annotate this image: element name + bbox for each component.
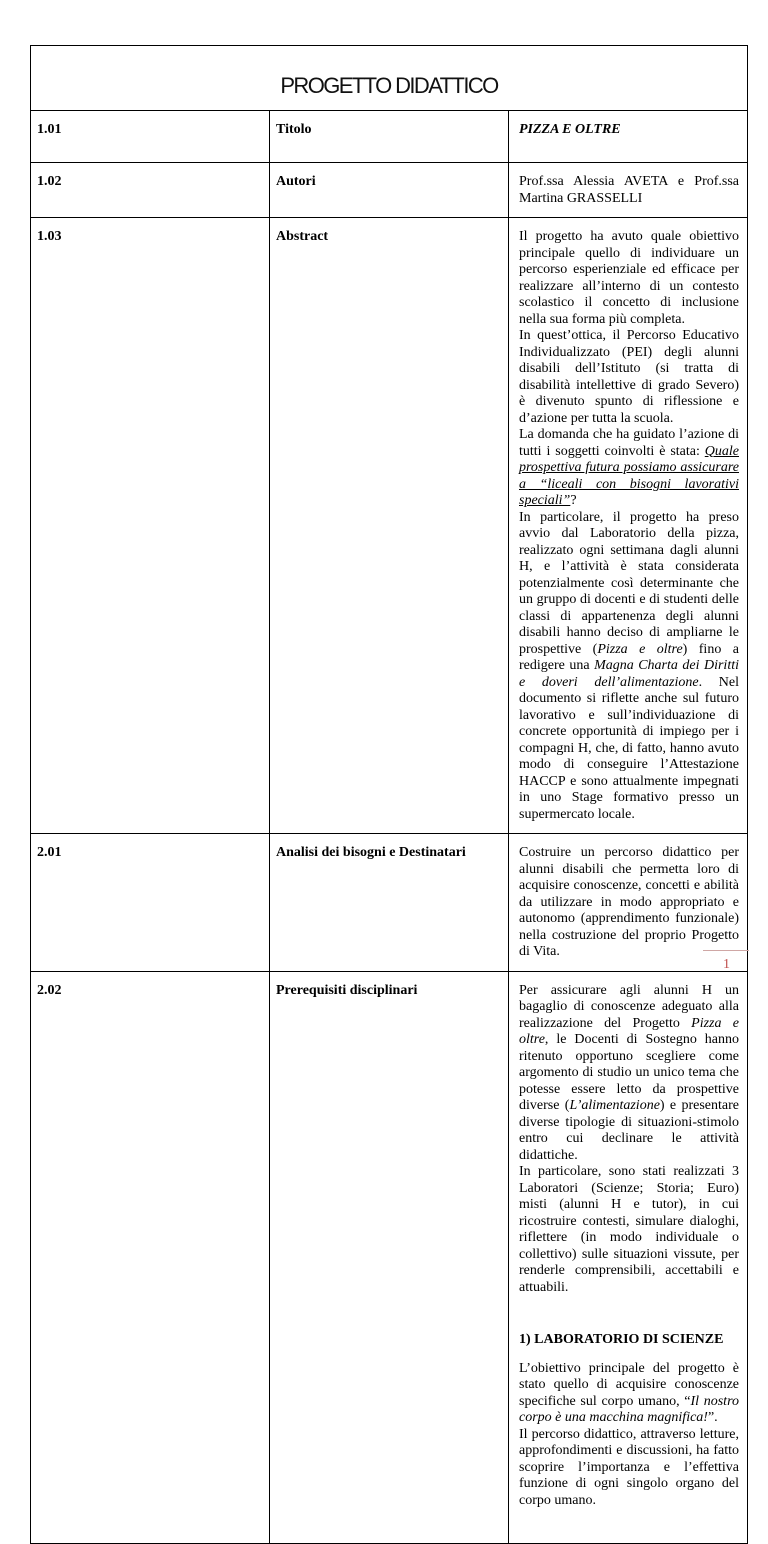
- abstract-value: [509, 218, 748, 834]
- table-row: [31, 218, 748, 834]
- row-number: 2.02: [31, 971, 270, 1544]
- row-label: Abstract: [270, 218, 509, 834]
- authors-value: Prof.ssa Alessia AVETA e Prof.ssa Martina GRASSELLI: [509, 163, 748, 218]
- prerequisites-paragraph: Per assicurare agli alunni H un bagaglio di conoscenze adeguato alla realizzazione del Progetto Pizza e oltre, le Docenti di Sostegno hanno ritenuto opportuno scegliere come argomento di studio un unico tema che potesse essere letto da prospettive diverse (L’alimentazione) e presentare diverse tipologie di situazioni-stimolo entro cui declinare le attività didattiche.: [519, 982, 739, 1163]
- row-number: 1.01: [31, 111, 270, 163]
- page-number: 1: [723, 957, 730, 972]
- project-title: PIZZA E OLTRE: [519, 122, 621, 137]
- row-number: 1.03: [31, 218, 270, 834]
- title-row: [31, 46, 748, 111]
- row-label: Analisi dei bisogni e Destinatari: [270, 834, 509, 972]
- title-cell: [31, 46, 748, 111]
- document-page: [30, 45, 748, 1544]
- prerequisites-paragraph: In particolare, sono stati realizzati 3 Laboratori (Scienze; Storia; Euro) misti (alunni H e tutor), in cui ricostruire contesti, simulare dialoghi, riflettere (in modo individuale o collettivo) sulle situazioni vissute, per renderle comprensibili, accettabili e attuabili.: [519, 1164, 739, 1295]
- abstract-paragraph: Il progetto ha avuto quale obiettivo principale quello di individuare un percorso esperienziale ed efficace per realizzare all’interno di un contesto scolastico il concetto di inclusione nella sua forma più completa.: [519, 229, 739, 327]
- table-row: [31, 111, 748, 163]
- project-table: [30, 45, 748, 1544]
- guiding-question: Quale prospettiva futura possiamo assicurare a “liceali con bisogni lavorativi speciali”: [519, 443, 739, 508]
- section-heading: 1) LABORATORIO DI SCIENZE: [519, 1332, 724, 1347]
- row-number: 2.01: [31, 834, 270, 972]
- prerequisites-value: [509, 971, 748, 1544]
- row-label: Autori: [270, 163, 509, 218]
- document-title: PROGETTO DIDATTICO: [280, 72, 498, 98]
- abstract-paragraph: La domanda che ha guidato l’azione di tutti i soggetti coinvolti è stata: Quale prospettiva futura possiamo assicurare a “liceali con bisogni lavorativi speciali”?: [519, 427, 739, 508]
- row-number: 1.02: [31, 163, 270, 218]
- table-row: [31, 163, 748, 218]
- table-row: [31, 834, 748, 972]
- row-label: Prerequisiti disciplinari: [270, 971, 509, 1544]
- abstract-paragraph: In particolare, il progetto ha preso avvio dal Laboratorio della pizza, realizzato ogni settimana dagli alunni H, e l’attività è stata considerata potenzialmente così determinante che un gruppo di docenti e di studenti delle classi di appartenenza degli alunni disabili hanno deciso di ampliarne le prospettive (Pizza e oltre) fino a redigere una Magna Charta dei Diritti e doveri dell’alimentazione. Nel documento si riflette anche sul futuro lavorativo e sull’individuazione di concrete opportunità di impiego per i compagni H, che, di fatto, hanno avuto modo di conseguire l’Attestazione HACCP e sono attualmente impegnati in uno Stage formativo presso un supermercato locale.: [519, 509, 739, 822]
- analysis-value: Costruire un percorso didattico per alunni disabili che permetta loro di acquisire conoscenze, concetti e abilità da utilizzare in modo appropriato e autonomo (apprendimento funzionale) nella costruzione del proprio Progetto di Vita.: [509, 834, 748, 972]
- prerequisites-paragraph: Il percorso didattico, attraverso letture, approfondimenti e discussioni, ha fatto scoprire l’importanza e l’effettiva funzione di ogni singolo organo del corpo umano.: [519, 1426, 739, 1508]
- prerequisites-paragraph: L’obiettivo principale del progetto è stato quello di acquisire conoscenze specifiche sul corpo umano, “Il nostro corpo è una macchina magnifica!”.: [519, 1360, 739, 1425]
- table-row: [31, 971, 748, 1544]
- row-value: [509, 111, 748, 163]
- abstract-paragraph: In quest’ottica, il Percorso Educativo Individualizzato (PEI) degli alunni disabili dell’Istituto (si tratta di disabilità intellettive di grado Severo) è divenuto spunto di riflessione e d’azione per tutta la scuola.: [519, 328, 739, 426]
- page-number-rule: [703, 950, 749, 951]
- row-label: Titolo: [270, 111, 509, 163]
